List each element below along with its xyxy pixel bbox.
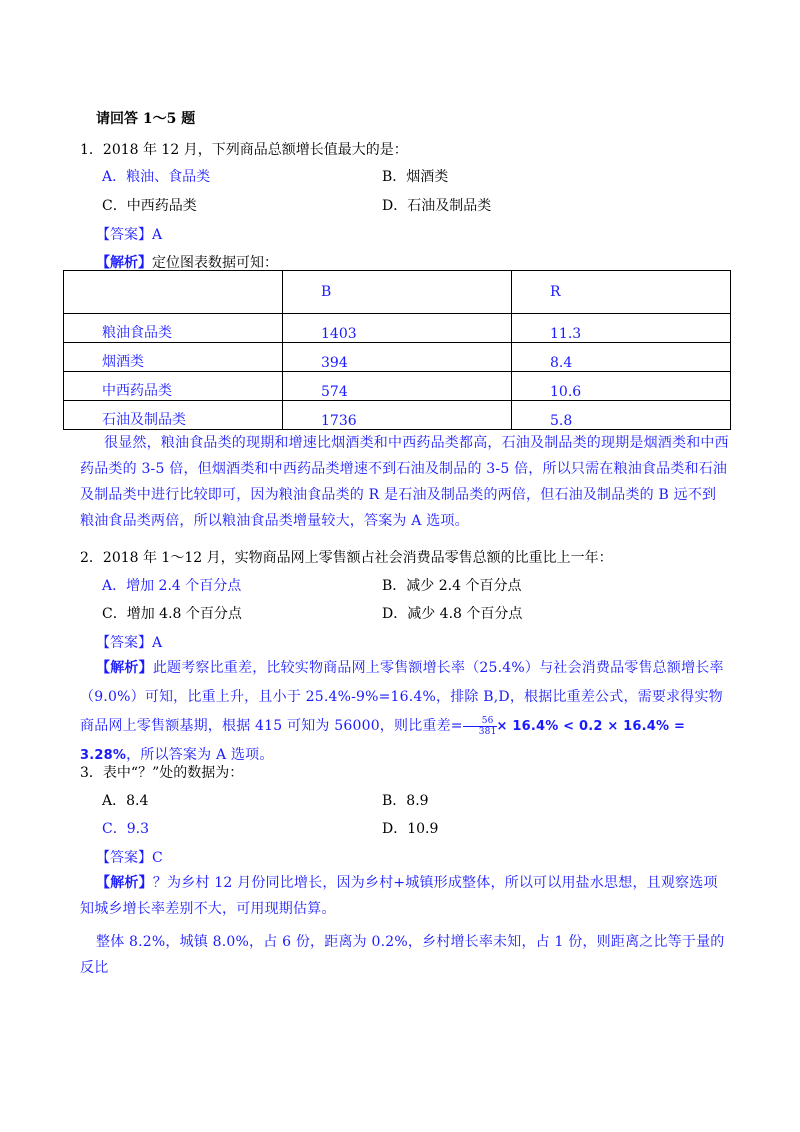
table-header-row [64,271,731,314]
table-cell: 粮油食品类 [64,314,283,343]
table-cell: 石油及制品类 [64,401,283,430]
fraction-numerator: 56 [463,716,497,727]
table-cell: 1736 [283,401,512,430]
q1-answer: 【答案】A [96,227,163,243]
data-table [63,270,731,430]
q2-option-d: D．减少 4.8 个百分点 [382,606,523,622]
q3-option-d: D．10.9 [382,821,439,837]
table-cell: 11.3 [512,314,731,343]
q2-analysis [80,654,730,770]
table-cell: 5.8 [512,401,731,430]
q2-analysis-text: 此题考察比重差，比较实物商品网上零售额增长率（25.4%）与社会消费品零售总额增长率（9.0%）可知，比重上升，且小于 25.4%-9%=16.4%，排除 B,D，根据比重差公式，需要求得实物商品网上零售额基期，根据 415 可知为 56000，则比重差= [80,660,724,734]
table-cell: 574 [283,372,512,401]
table-header-cell: R [512,271,731,314]
table-cell: 8.4 [512,343,731,372]
q2-option-a: A．增加 2.4 个百分点 [102,578,242,594]
section-title: 请回答 1～5 题 [96,111,196,127]
formula: × 16.4% < 0.2 × 16.4% = 3.28% [80,719,686,763]
table-header-cell: B [283,271,512,314]
q3-option-b: B．8.9 [382,793,429,809]
q1-analysis-intro: 定位图表数据可知： [152,255,278,271]
q1-option-d: D．石油及制品类 [382,198,492,214]
fraction [463,716,497,737]
q3-option-c: C．9.3 [102,821,149,837]
table-cell: 烟酒类 [64,343,283,372]
table-cell: 10.6 [512,372,731,401]
table-row [64,314,731,343]
q2-analysis-label: 【解析】 [96,660,153,676]
q1-option-c: C．中西药品类 [102,198,197,214]
q2-option-b: B．减少 2.4 个百分点 [382,578,522,594]
q2-option-c: C．增加 4.8 个百分点 [102,606,242,622]
q1-explanation: 很显然，粮油食品类的现期和增速比烟酒类和中西药品类都高，石油及制品类的现期是烟酒类和中西药品类的 3-5 倍，但烟酒类和中西药品类增速不到石油及制品的 3-5 倍，所以只需在粮油食品类和石油及制品类中进行比较即可，因为粮油食品类的 R 是石油及制品类的两倍，但石油及制品类的 B 远不到粮油食品类两倍，所以粮油食品类增量较大，答案为 A 选项。 [80,435,729,529]
q1-analysis [96,252,278,272]
q3-analysis-2: 整体 8.2%，城镇 8.0%，占 6 份，距离为 0.2%，乡村增长率未知，占 1 份，则距离之比等于量的反比 [80,934,725,976]
q2-analysis-end: ，所以答案为 A 选项。 [126,747,274,763]
table-header-cell [64,271,283,314]
table-cell: 394 [283,343,512,372]
table-row [64,401,731,430]
q3-analysis-label: 【解析】 [96,875,153,891]
table-row [64,343,731,372]
q3-option-a: A．8.4 [102,793,149,809]
question-2-stem: 2．2018 年 1～12 月，实物商品网上零售额占社会消费品零售总额的比重比上一年： [80,550,613,566]
table-cell: 1403 [283,314,512,343]
q1-option-a: A．粮油、食品类 [102,169,211,185]
question-1-stem: 1．2018 年 12 月，下列商品总额增长值最大的是： [80,142,408,158]
table-row [64,372,731,401]
q2-answer: 【答案】A [96,635,163,651]
q3-analysis-text: ？为乡村 12 月份同比增长，因为乡村+城镇形成整体，所以可以用盐水思想，且观察选项知城乡增长率差别不大，可用现期估算。 [80,875,718,917]
table-cell: 中西药品类 [64,372,283,401]
fraction-denominator: 381 [478,726,497,737]
q1-analysis-label: 【解析】 [96,255,152,271]
q1-option-b: B．烟酒类 [382,169,449,185]
q3-analysis [80,870,730,922]
q3-answer: 【答案】C [96,850,163,866]
question-3-stem: 3．表中“？”处的数据为： [80,765,244,781]
